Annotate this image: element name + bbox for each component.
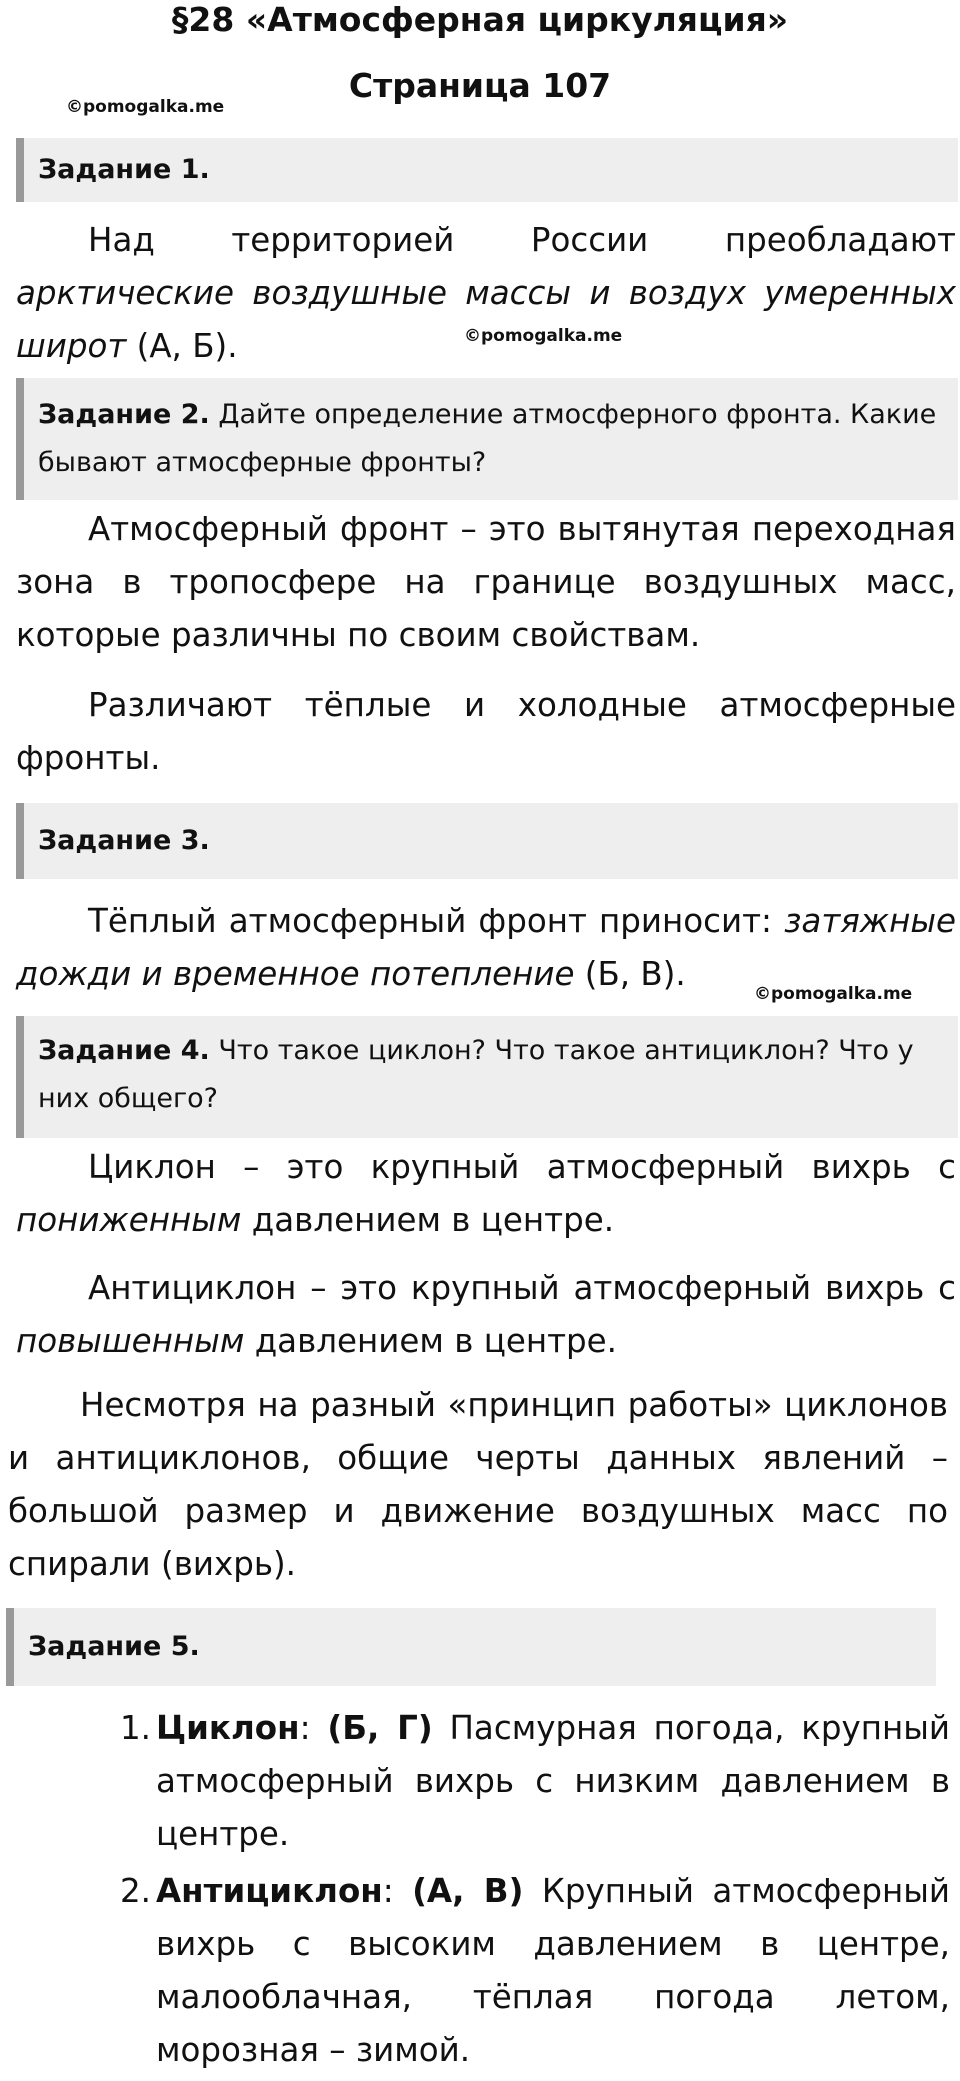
- list-item-sep: :: [382, 1872, 413, 1910]
- anticyclone-italic: повышенным: [16, 1322, 245, 1360]
- list-item-text: Крупный атмосферный вихрь с высоким давлением в центре, малооблачная, тёплая погода летом, морозная – зимой.: [156, 1872, 950, 2069]
- task-4-answer-common: Несмотря на разный «принцип работы» циклонов и антициклонов, общие черты данных явлений – большой размер и движение воздушных масс по спирали (вихрь).: [8, 1386, 948, 1583]
- list-item-sep: :: [299, 1709, 328, 1747]
- cyclone-lead: Циклон – это крупный атмосферный вихрь с: [88, 1148, 956, 1186]
- task-2-header: [16, 378, 958, 500]
- task-1-header: [16, 138, 958, 202]
- page-number-heading: Страница 107: [348, 66, 612, 105]
- task-3-answer-italic: затяжные дожди и временное потепление: [16, 902, 956, 993]
- task-5-header: [6, 1608, 936, 1686]
- task-2-answer-types: Различают тёплые и холодные атмосферные фронты.: [16, 686, 956, 777]
- task-4-answer-cyclone: [16, 1141, 956, 1247]
- task-4-label: Задание 4.: [38, 1035, 210, 1066]
- task-1-answer: [16, 214, 956, 373]
- cyclone-italic: пониженным: [16, 1201, 242, 1239]
- task-4-answer-anticyclone: [16, 1262, 956, 1368]
- task-2-question: Дайте определение атмосферного фронта. Какие бывают атмосферные фронты?: [38, 399, 937, 478]
- list-item-letters: (А, В): [412, 1872, 524, 1910]
- list-item: [54, 1702, 950, 1861]
- task-4-question: Что такое циклон? Что такое антициклон? Что у них общего?: [38, 1035, 914, 1114]
- task-1-label: Задание 1.: [38, 154, 210, 185]
- task-3-answer-lead: Тёплый атмосферный фронт приносит:: [88, 902, 785, 940]
- watermark: ©pomogalka.me: [464, 326, 623, 346]
- list-item-number: 1.: [120, 1709, 152, 1747]
- anticyclone-tail: давлением в центре.: [244, 1322, 617, 1360]
- task-5-label: Задание 5.: [28, 1631, 200, 1662]
- task-3-header: [16, 803, 958, 879]
- task-2-label: Задание 2.: [38, 399, 210, 430]
- list-item-term: Антициклон: [156, 1872, 383, 1910]
- list-item-number: 2.: [120, 1872, 152, 1910]
- watermark: ©pomogalka.me: [66, 97, 225, 117]
- list-item-term: Циклон: [156, 1709, 300, 1747]
- section-title: §28 «Атмосферная циркуляция»: [171, 0, 789, 39]
- task-2-answer-definition: Атмосферный фронт – это вытянутая переходная зона в тропосфере на границе воздушных масс, которые различны по своим свойствам.: [16, 510, 956, 654]
- task-1-answer-tail: (А, Б).: [126, 327, 238, 365]
- watermark: ©pomogalka.me: [754, 984, 913, 1004]
- task-4-header: [16, 1016, 958, 1138]
- anticyclone-lead: Антициклон – это крупный атмосферный вихрь с: [88, 1269, 956, 1307]
- task-5-list: [54, 1702, 950, 2081]
- list-item: [54, 1865, 950, 2077]
- list-item-letters: (Б, Г): [327, 1709, 433, 1747]
- task-3-answer-tail: (Б, В).: [574, 955, 686, 993]
- cyclone-tail: давлением в центре.: [241, 1201, 615, 1239]
- task-3-label: Задание 3.: [38, 825, 210, 856]
- list-item-text: Пасмурная погода, крупный атмосферный вихрь с низким давлением в центре.: [156, 1709, 950, 1853]
- task-1-answer-lead: Над территорией России преобладают: [88, 221, 956, 259]
- task-1-answer-italic: арктические воздушные массы и воздух умеренных широт: [16, 274, 956, 365]
